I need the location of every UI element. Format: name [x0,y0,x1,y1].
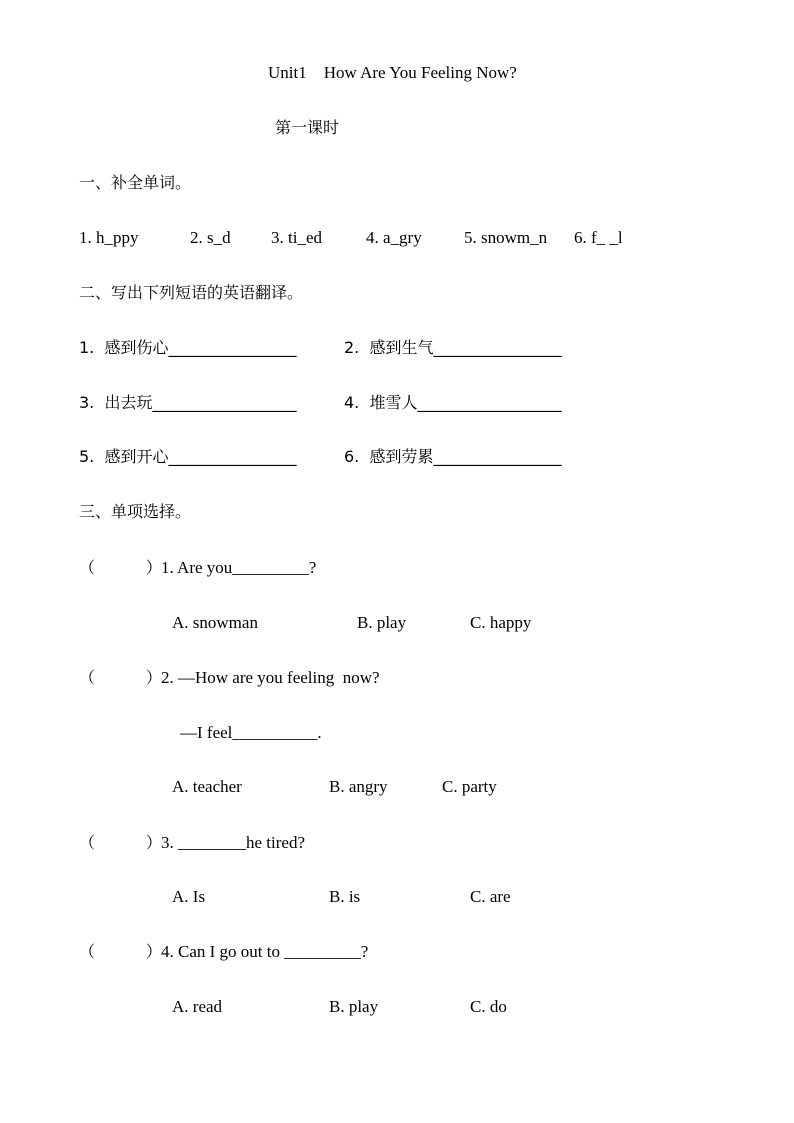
translation-item: 1. 感到伤心________________ [79,338,297,357]
word-item: 2. s_d [190,228,231,247]
word-item: 1. h_ppy [79,228,139,247]
answer-parenthesis: （ ） [79,558,162,577]
translation-item: 2. 感到生气________________ [344,338,562,357]
question-reply: —I feel__________. [180,723,322,742]
option-a: A. teacher [172,777,242,796]
option-c: C. are [470,887,511,906]
word-item: 6. f_ _l [574,228,623,247]
translation-item: 5. 感到开心________________ [79,447,297,466]
lesson-label: 第一课时 [275,118,340,137]
option-b: B. is [329,887,361,906]
answer-parenthesis: （ ） [79,668,162,687]
option-a: A. Is [172,887,206,906]
option-a: A. snowman [172,613,258,632]
question-stem: 3. ________he tired? [161,833,305,852]
option-a: A. read [172,997,223,1016]
option-c: C. do [470,997,507,1016]
word-item: 5. snowm_n [464,228,548,247]
option-b: B. play [329,997,379,1016]
translation-item: 6. 感到劳累________________ [344,447,562,466]
section1-heading: 一、补全单词。 [79,173,192,192]
translation-item: 3. 出去玩__________________ [79,393,297,412]
option-b: B. angry [329,777,388,796]
word-item: 4. a_gry [366,228,422,247]
question-stem: 2. —How are you feeling now? [161,668,380,687]
question-stem: 1. Are you_________? [161,558,317,577]
option-c: C. happy [470,613,532,632]
translation-item: 4. 堆雪人__________________ [344,393,562,412]
answer-parenthesis: （ ） [79,833,162,852]
word-item: 3. ti_ed [271,228,322,247]
option-c: C. party [442,777,497,796]
option-b: B. play [357,613,407,632]
question-stem: 4. Can I go out to _________? [161,942,369,961]
section2-heading: 二、写出下列短语的英语翻译。 [79,283,304,302]
worksheet-title: Unit1 How Are You Feeling Now? [268,63,517,82]
section3-heading: 三、单项选择。 [79,502,192,521]
answer-parenthesis: （ ） [79,942,162,961]
